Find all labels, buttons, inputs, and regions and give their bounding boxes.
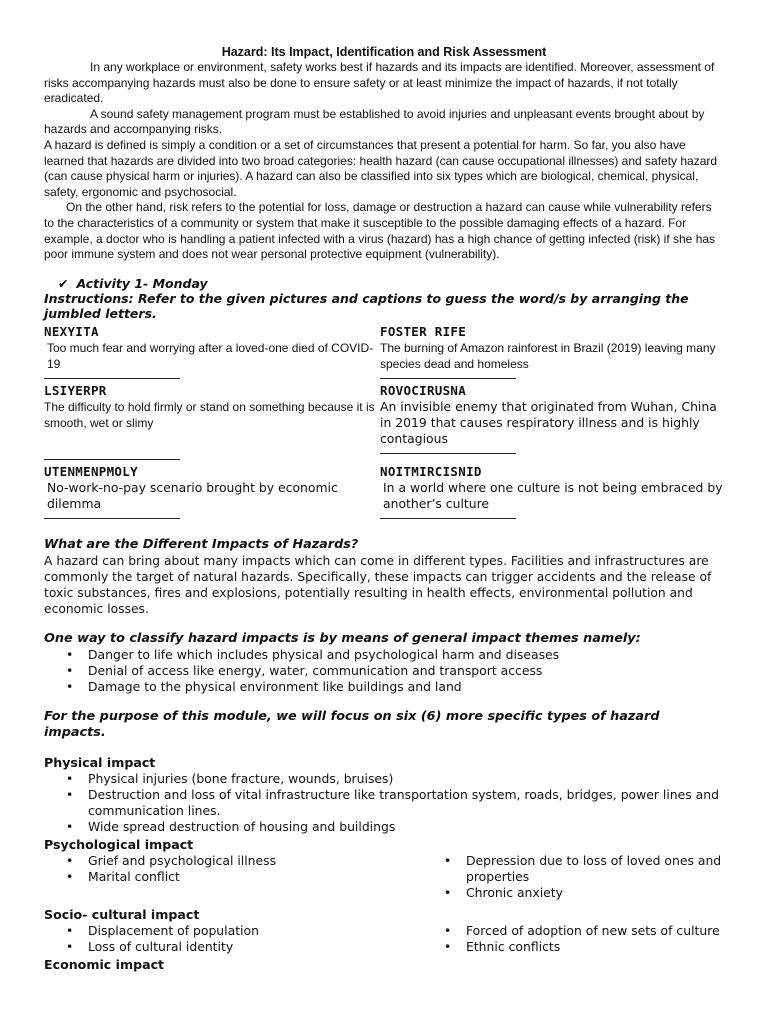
answer-blank[interactable] — [44, 372, 180, 379]
jumbled-clue: The difficulty to hold firmly or stand on something because it is smooth, wet or slimy — [44, 399, 375, 430]
socio-cultural-impact-heading: Socio- cultural impact — [44, 906, 200, 922]
socio-right-list — [422, 923, 724, 955]
jumbled-word: UTENMENPMOLY — [44, 463, 138, 479]
impacts-heading: What are the Different Impacts of Hazards? — [44, 536, 359, 552]
jumbled-item — [44, 324, 380, 383]
jumbled-item — [380, 464, 724, 523]
themes-list — [44, 647, 724, 695]
jumbled-clue: In a world where one culture is not being embraced by another’s culture — [383, 479, 723, 511]
list-item: • Loss of cultural identity — [44, 939, 422, 955]
jumbled-word: FOSTER RIFE — [380, 323, 467, 339]
list-item: • Chronic anxiety — [422, 885, 724, 901]
socio-left-list — [44, 923, 422, 955]
answer-blank[interactable] — [44, 453, 180, 460]
answer-blank[interactable] — [44, 512, 180, 519]
jumbled-word: NEXYITA — [44, 323, 99, 339]
list-item: • Forced of adoption of new sets of culture — [422, 923, 724, 939]
intro-paragraph-4: On the other hand, risk refers to the potential for loss, damage or destruction a hazard can cause while vulnerability refers to the characteristics of a community or system that make it susceptible to the possible damaging effects of a hazard. For example, a doctor who is handling a patient infected with a virus (hazard) has a high chance of getting infected (risk) if she has poor immune system and does not wear personal protective equipment (vulnerability). — [44, 200, 716, 262]
jumbled-item — [380, 324, 724, 383]
economic-impact-heading: Economic impact — [44, 956, 165, 972]
activity-heading — [44, 276, 724, 291]
jumbled-item — [380, 383, 724, 464]
intro-section — [44, 60, 724, 263]
intro-paragraph-2: A sound safety management program must be established to avoid injuries and unpleasant events brought about by hazards and accompanying risks. — [44, 106, 705, 137]
jumbled-word: ROVOCIRUSNA — [380, 382, 467, 398]
jumbled-item — [44, 464, 380, 523]
list-item: • Depression due to loss of loved ones and properties — [422, 853, 724, 885]
jumbled-item — [44, 383, 380, 464]
themes-heading: One way to classify hazard impacts is by means of general impact themes namely: — [44, 630, 641, 646]
list-item: • Wide spread destruction of housing and buildings — [44, 819, 724, 835]
jumbled-words-grid — [44, 324, 724, 523]
list-item: • Physical injuries (bone fracture, wounds, bruises) — [44, 771, 724, 787]
document-title: Hazard: Its Impact, Identification and Risk Assessment — [221, 45, 547, 59]
list-item: • Damage to the physical environment like buildings and land — [44, 679, 724, 695]
list-item: • Grief and psychological illness — [44, 853, 422, 869]
list-item: • Displacement of population — [44, 923, 422, 939]
jumbled-word: NOITMIRCISNID — [380, 463, 482, 479]
intro-paragraph-3: A hazard is defined is simply a condition or a set of circumstances that present a potential for harm. So far, you also have learned that hazards are divided into two broad categories: health hazard (can cause occupational illnesses) and safety hazard (can cause physical harm or injuries). A hazard can also be classified into six types which are biological, chemical, physical, safety, ergonomic and psychosocial. — [44, 137, 718, 199]
jumbled-clue: Too much fear and worrying after a loved-one died of COVID-19 — [47, 340, 374, 371]
psychological-left-list — [44, 853, 422, 901]
list-item: • Denial of access like energy, water, communication and transport access — [44, 663, 724, 679]
answer-blank[interactable] — [380, 512, 516, 519]
answer-blank[interactable] — [380, 447, 516, 454]
physical-impact-list — [44, 771, 724, 835]
activity-instructions: Instructions: Refer to the given pictures and captions to guess the word/s by arranging the jumbled letters. — [44, 290, 689, 321]
list-item: • Marital conflict — [44, 869, 422, 885]
socio-cultural-impact-columns — [44, 923, 724, 955]
jumbled-clue: An invisible enemy that originated from Wuhan, China in 2019 that causes respiratory illness and is highly contagious — [380, 398, 717, 446]
checkmark-icon: ✔ — [58, 275, 69, 291]
jumbled-word: LSIYERPR — [44, 382, 107, 398]
list-item: • Ethnic conflicts — [422, 939, 724, 955]
psychological-right-list — [422, 853, 724, 901]
answer-blank[interactable] — [380, 372, 516, 379]
jumbled-clue: No-work-no-pay scenario brought by economic dilemma — [47, 479, 338, 511]
intro-paragraph-1: In any workplace or environment, safety works best if hazards and its impacts are identified. Moreover, assessment of risks accompanying hazards must also be done to ensure safety or at least minimize the impact of hazards, if not totally eradicated. — [44, 60, 715, 106]
focus-heading: For the purpose of this module, we will focus on six (6) more specific types of hazard impacts. — [44, 708, 660, 740]
jumbled-clue: The burning of Amazon rainforest in Brazil (2019) leaving many species dead and homeless — [380, 340, 716, 371]
psychological-impact-heading: Psychological impact — [44, 836, 194, 852]
list-item: • Danger to life which includes physical and psychological harm and diseases — [44, 647, 724, 663]
impacts-paragraph: A hazard can bring about many impacts which can come in different types. Facilities and infrastructures are commonly the target of natural hazards. Specifically, these impacts can trigger accidents and the release of toxic substances, fires and explosions, potentially resulting in health effects, environmental pollution and economic losses. — [44, 553, 712, 616]
list-item: • Destruction and loss of vital infrastructure like transportation system, roads, bridges, power lines and communication lines. — [44, 787, 724, 819]
activity-title: Activity 1- Monday — [76, 275, 208, 291]
physical-impact-heading: Physical impact — [44, 754, 156, 770]
document-page — [44, 44, 724, 973]
